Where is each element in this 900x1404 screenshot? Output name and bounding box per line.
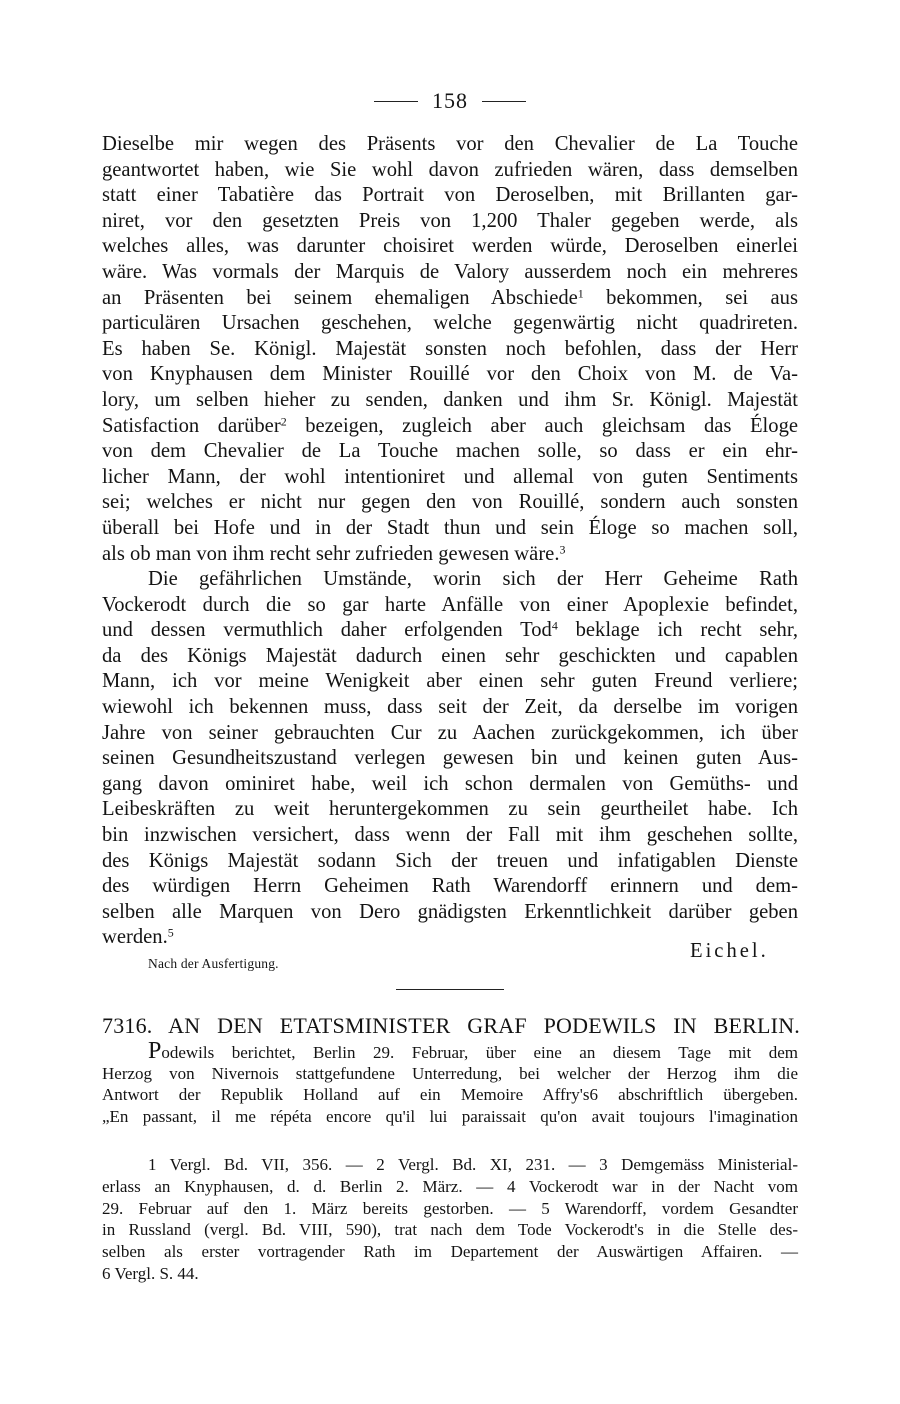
letter-line: des würdigen Herrn Geheimen Rath Warendorff erinnern und dem- [102, 875, 798, 898]
summary-initial: P [148, 1038, 162, 1064]
summary-line: „En passant, il me répéta encore qu'il lui paraissait qu'on avait toujours l'imagination [102, 1106, 798, 1126]
footnote-marker[interactable]: 4 [551, 618, 558, 633]
footnote-line: erlass an Knyphausen, d. d. Berlin 2. März. — 4 Vockerodt war in der Nacht vom [102, 1176, 798, 1196]
letter-line: niret, vor den gesetzten Preis von 1,200 Thaler gegeben werde, als [102, 209, 798, 232]
letter-line: von Knyphausen dem Minister Rouillé vor den Choix von M. de Va- [102, 363, 798, 386]
letter-line: Vockerodt durch die so gar harte Anfälle von einer Apoplexie befindet, [102, 593, 798, 616]
letter-line [102, 286, 798, 312]
footnote-line: selben als erster vortragender Rath im Departement der Auswärtigen Affairen. — [102, 1242, 798, 1262]
header-rule-left [374, 101, 418, 102]
letter-line: welches alles, was darunter choisiret werden würde, Deroselben einerlei [102, 235, 798, 258]
letter-line: wäre. Was vormals der Marquis de Valory ausserdem noch ein mehreres [102, 260, 798, 283]
letter-line: sei; welches er nicht nur gegen den von Rouillé, sondern auch sonsten [102, 491, 798, 514]
letter-line-text: bekommen, sei aus [583, 286, 798, 309]
letter-line: bin inzwischen versichert, dass wenn der Fall mit ihm geschehen sollte, [102, 824, 798, 847]
footnote-line: 29. Februar auf den 1. März bereits gestorben. — 5 Warendorff, vordem Gesandter [102, 1198, 798, 1218]
letter-line: geantwortet haben, wie Sie wohl davon zufrieden wären, dass demselben [102, 158, 798, 181]
header-rule-right [482, 101, 526, 102]
letter-line: lory, um selben hieher zu senden, danken und ihm Sr. Königl. Majestät [102, 388, 798, 411]
footnote-marker[interactable]: 1 [577, 286, 584, 300]
footnote-line: 1 Vergl. Bd. VII, 356. — 2 Vergl. Bd. XI, 231. — 3 Demgemäss Ministerial- [148, 1155, 798, 1174]
letter-body [102, 132, 798, 951]
summary-line: Antwort der Republik Holland auf ein Memoire Affry's6 abschriftlich übergeben. [102, 1085, 798, 1104]
letter-line-text: beklage ich recht sehr, [557, 619, 799, 642]
letter-line: Leibeskräften zu weit heruntergekommen zu sein geurtheilet habe. Ich [102, 798, 798, 821]
letter-line: particulären Ursachen geschehen, welche gegenwärtig nicht quadrireten. [102, 312, 798, 335]
letter-line: statt einer Tabatière das Portrait von Deroselben, mit Brillanten gar- [102, 184, 798, 207]
source-note: Nach der Ausfertigung. [148, 956, 279, 971]
summary-line: Herzog von Nivernois stattgefundene Unterredung, bei welcher der Herzog ihm die [102, 1063, 798, 1083]
letter-line: von dem Chevalier de La Touche machen solle, so dass er ein ehr- [102, 440, 798, 463]
footnote-marker[interactable]: 3 [559, 541, 566, 556]
footnote-line: 6 Vergl. S. 44. [102, 1263, 199, 1283]
summary-text: odewils berichtet, Berlin 29. Februar, über eine an diesem Tage mit dem [161, 1043, 798, 1062]
footnotes [102, 1154, 798, 1285]
letter-line: Jahre von seiner gebrauchten Cur zu Aachen zurückgekommen, ich über [102, 721, 798, 744]
letter-line-text: und dessen vermuthlich daher erfolgenden Tod [102, 619, 552, 642]
letter-line: gang davon ominiret habe, weil ich schon dermalen von Gemüths- und [102, 772, 798, 795]
letter-line: Die gefährlichen Umstände, worin sich der Herr Geheime Rath [148, 568, 798, 591]
letter-line-text: Satisfaction darüber [102, 414, 281, 437]
letter-line [102, 618, 798, 644]
letter-line: licher Mann, der wohl intentioniret und allemal von guten Sentiments [102, 465, 798, 488]
letter-line-text: an Präsenten bei seinem ehemaligen Abschiede [102, 286, 578, 309]
section-heading: 7316. AN DEN ETATSMINISTER GRAF PODEWILS IN BERLIN. [102, 1013, 800, 1038]
footnote-line: in Russland (vergl. Bd. VIII, 590), trat nach dem Tode Vockerodt's in die Stelle des- [102, 1220, 798, 1240]
letter-line: wiewohl ich bekennen muss, dass seit der Zeit, da derselbe im vorigen [102, 696, 798, 719]
summary-line [102, 1038, 798, 1064]
letter-line [102, 414, 798, 440]
letter-line: Mann, ich vor meine Wenigkeit aber einen sehr guten Freund verliere; [102, 670, 798, 693]
footnote-marker[interactable]: 2 [280, 413, 287, 428]
letter-line: Es haben Se. Königl. Majestät sonsten noch befohlen, dass der Herr [102, 337, 798, 360]
letter-line: Dieselbe mir wegen des Präsents vor den Chevalier de La Touche [102, 133, 798, 155]
letter-line: selben alle Marquen von Dero gnädigsten Erkenntlichkeit darüber geben [102, 900, 798, 923]
signature: Eichel. [690, 940, 769, 962]
letter-line: überall bei Hofe und in der Stadt thun und sein Éloge so machen soll, [102, 516, 798, 539]
page-number: 158 [432, 88, 468, 113]
footnote-marker[interactable]: 5 [167, 925, 174, 940]
letter-line: da des Königs Majestät dadurch einen sehr geschickten und capablen [102, 644, 798, 667]
letter-line-text: als ob man von ihm recht sehr zufrieden gewesen wäre. [102, 542, 560, 565]
letter-line-text: bezeigen, zugleich aber auch gleichsam das Éloge [286, 414, 799, 437]
letter-line: des Königs Majestät sodann Sich der treuen und infatigablen Dienste [102, 849, 798, 872]
letter-line [102, 542, 798, 568]
page-header [0, 84, 900, 118]
letter-line-text: werden. [102, 926, 168, 949]
letter-line: seinen Gesundheitszustand verlegen gewesen bin und keinen guten Aus- [102, 747, 798, 770]
section-summary [102, 1038, 798, 1127]
section-divider [396, 989, 504, 990]
